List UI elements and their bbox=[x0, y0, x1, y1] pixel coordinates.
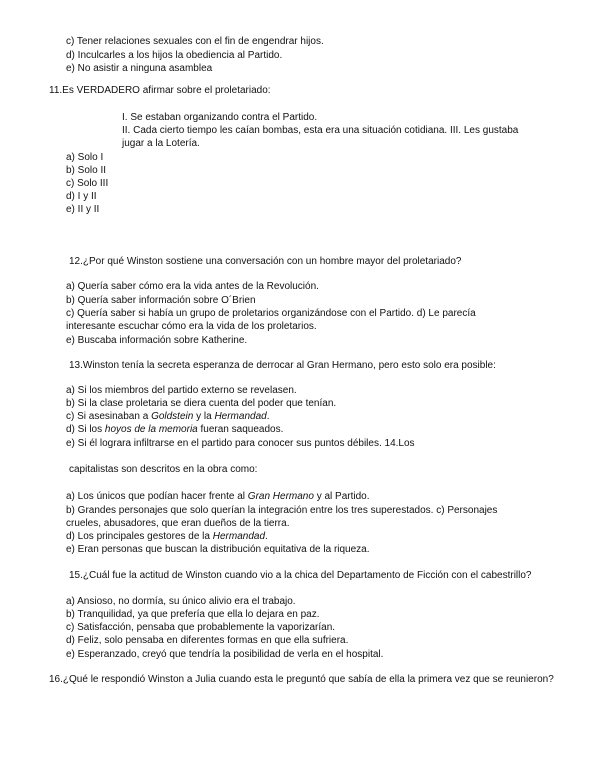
q11-statement-1: I. Se estaban organizando contra el Partido. bbox=[122, 112, 318, 123]
q13-option-c-conj: y la bbox=[193, 411, 215, 422]
q12-option-c-line1: c) Quería saber si había un grupo de proletarios organizándose con el Partido. d) Le parecía bbox=[66, 308, 476, 319]
q10-option-d: d) Inculcarles a los hijos la obediencia al Partido. bbox=[66, 50, 283, 61]
q14-option-a-gran-hermano: Gran Hermano bbox=[247, 491, 314, 502]
q10-option-e: e) No asistir a ninguna asamblea bbox=[66, 63, 213, 74]
q12-option-b: b) Quería saber información sobre O´Brien bbox=[66, 295, 256, 306]
q15-question: 15.¿Cuál fue la actitud de Winston cuando vio a la chica del Departamento de Ficción con el cabestrillo? bbox=[69, 570, 532, 581]
q13-option-c bbox=[66, 411, 269, 423]
q13-option-c-text: c) Si asesinaban a bbox=[66, 411, 152, 422]
q11-option-a: a) Solo I bbox=[66, 152, 104, 163]
q14-option-a-end: y al Partido. bbox=[313, 491, 370, 502]
q13-option-c-end: . bbox=[266, 411, 270, 422]
q11-option-b: b) Solo II bbox=[66, 165, 107, 176]
q13-question: 13.Winston tenía la secreta esperanza de derrocar al Gran Hermano, pero esto solo era posible: bbox=[69, 360, 496, 371]
q14-option-d-hermandad: Hermandad bbox=[212, 531, 266, 542]
q11-option-c: c) Solo III bbox=[66, 178, 109, 189]
q13-option-d-text: d) Si los bbox=[66, 424, 105, 435]
q15-option-e: e) Esperanzado, creyó que tendría la posibilidad de verla en el hospital. bbox=[66, 649, 384, 660]
q11-option-e: e) II y II bbox=[66, 204, 100, 215]
q12-option-a: a) Quería saber cómo era la vida antes de la Revolución. bbox=[66, 281, 319, 292]
q15-option-c: c) Satisfacción, pensaba que probablemente la vaporizarían. bbox=[66, 622, 336, 633]
q11-question: 11.Es VERDADERO afirmar sobre el proletariado: bbox=[49, 85, 271, 96]
q14-question: capitalistas son descritos en la obra como: bbox=[69, 464, 258, 475]
q13-option-a: a) Si los miembros del partido externo se revelasen. bbox=[66, 385, 297, 396]
q13-option-e: e) Si él lograra infiltrarse en el partido para conocer sus puntos débiles. 14.Los bbox=[66, 438, 415, 449]
q11-statement-2: II. Cada cierto tiempo les caían bombas, esta era una situación cotidiana. III. Les gustaba bbox=[122, 125, 519, 136]
q14-option-d bbox=[66, 531, 268, 543]
q16-question: 16.¿Qué le respondió Winston a Julia cuando esta le preguntó que sabía de ella la primera vez que se reunieron? bbox=[49, 674, 554, 685]
q11-statement-3: jugar a la Lotería. bbox=[122, 138, 200, 149]
q14-option-b-line2: crueles, abusadores, que eran dueños de la tierra. bbox=[66, 518, 290, 529]
q12-option-e: e) Buscaba información sobre Katherine. bbox=[66, 335, 248, 346]
q14-option-d-text: d) Los principales gestores de la bbox=[66, 531, 213, 542]
q13-option-d-end: fueran saqueados. bbox=[197, 424, 284, 435]
q14-option-a-text: a) Los únicos que podían hacer frente al bbox=[66, 491, 248, 502]
q10-option-c: c) Tener relaciones sexuales con el fin de engendrar hijos. bbox=[66, 36, 324, 47]
q14-option-b-line1: b) Grandes personajes que solo querían la integración entre los tres superestados. c) Personajes bbox=[66, 505, 498, 516]
q12-option-c-line2: interesante escuchar cómo era la vida de los proletarios. bbox=[66, 321, 317, 332]
q13-option-c-hermandad: Hermandad bbox=[214, 411, 267, 422]
q15-option-d: d) Feliz, solo pensaba en diferentes formas en que ella sufriera. bbox=[66, 635, 349, 646]
q13-option-d bbox=[66, 424, 283, 436]
q14-option-d-end: . bbox=[265, 531, 268, 542]
q13-option-b: b) Si la clase proletaria se diera cuenta del poder que tenían. bbox=[66, 398, 337, 409]
q15-option-a: a) Ansioso, no dormía, su único alivio era el trabajo. bbox=[66, 596, 296, 607]
q14-option-e: e) Eran personas que buscan la distribución equitativa de la riqueza. bbox=[66, 544, 370, 555]
q11-option-d: d) I y II bbox=[66, 191, 97, 202]
q12-question: 12.¿Por qué Winston sostiene una conversación con un hombre mayor del proletariado? bbox=[69, 256, 462, 267]
q13-option-d-hoyos: hoyos de la memoria bbox=[104, 424, 198, 435]
q15-option-b: b) Tranquilidad, ya que prefería que ella lo dejara en paz. bbox=[66, 609, 320, 620]
q13-option-c-goldstein: Goldstein bbox=[151, 411, 194, 422]
q14-option-a bbox=[66, 491, 370, 503]
